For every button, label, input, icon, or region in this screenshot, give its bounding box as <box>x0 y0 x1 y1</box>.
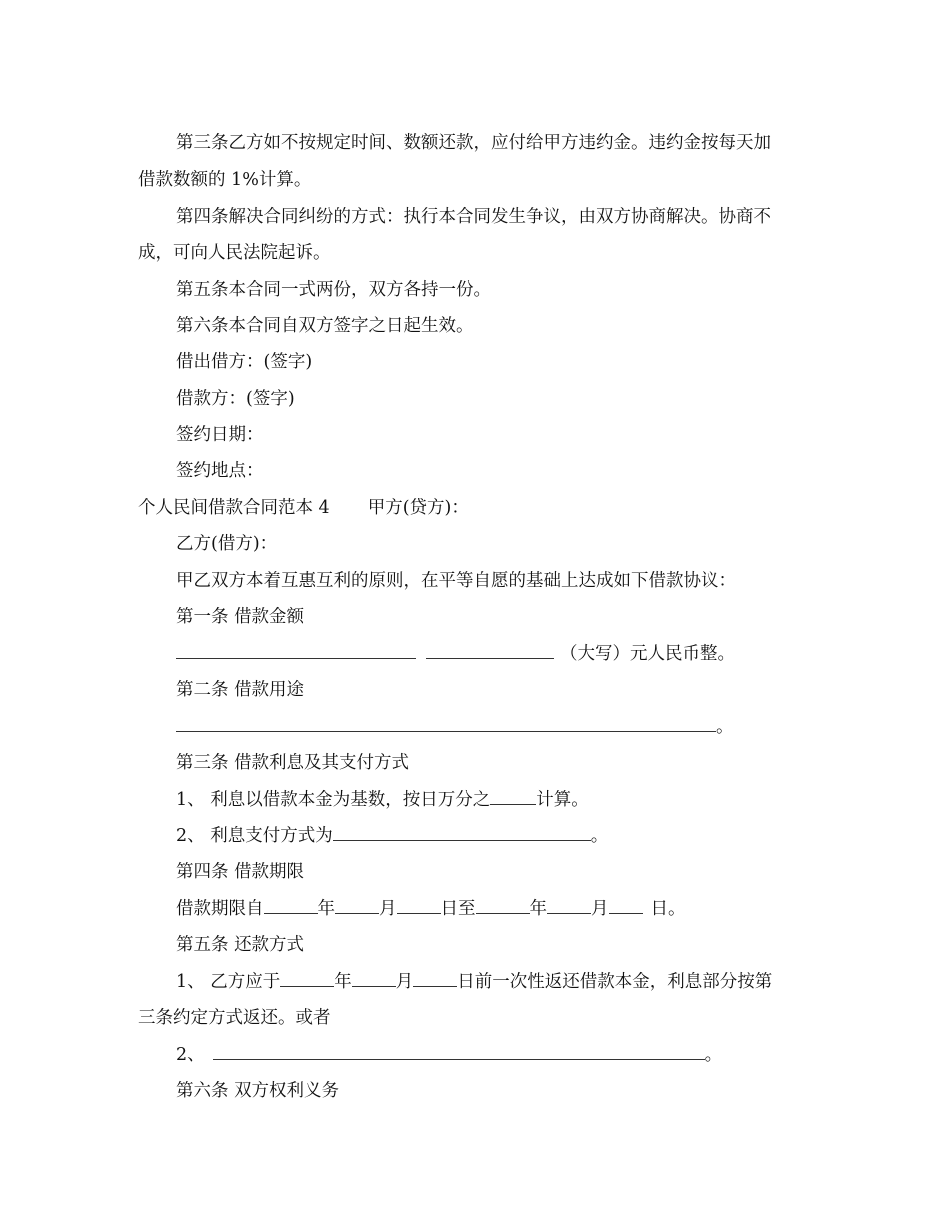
clause-4-period <box>176 897 686 921</box>
interest-rate-blank[interactable] <box>490 788 536 805</box>
clause-4-heading: 第四条 借款期限 <box>176 862 305 882</box>
article-4-line-2: 成，可向人民法院起诉。 <box>138 243 331 263</box>
article-4-line-1: 第四条解决合同纠纷的方式：执行本合同发生争议，由双方协商解决。协商不 <box>176 207 771 227</box>
start-day-blank[interactable] <box>397 897 441 914</box>
preamble: 甲乙双方本着互惠互利的原则，在平等自愿的基础上达成如下借款协议： <box>176 571 736 591</box>
signing-place: 签约地点： <box>176 461 264 481</box>
amount-blank[interactable] <box>176 642 416 659</box>
clause-2-purpose <box>176 715 734 739</box>
clause-6-heading: 第六条 双方权利义务 <box>176 1081 340 1101</box>
repay-month-blank[interactable] <box>352 970 396 987</box>
party-a: 甲方(贷方)： <box>367 498 469 518</box>
month-label: 月 <box>395 972 414 992</box>
payment-method-blank[interactable] <box>333 824 591 841</box>
purpose-blank[interactable] <box>176 715 716 732</box>
purpose-period: 。 <box>716 717 734 737</box>
alt-repay-period: 。 <box>704 1045 723 1065</box>
item-2-label: 2、 <box>176 1045 205 1065</box>
clause-3-item-2 <box>176 824 608 848</box>
repay-terms: 日前一次性返还借款本金，利息部分按第 <box>457 972 773 992</box>
clause-1-heading: 第一条 借款金额 <box>176 607 305 627</box>
year-label: 年 <box>317 899 335 919</box>
year-label: 年 <box>529 899 547 919</box>
article-6: 第六条本合同自双方签字之日起生效。 <box>176 316 474 336</box>
clause-3-item-1 <box>176 788 589 812</box>
payment-method-label: 2、 利息支付方式为 <box>176 826 333 846</box>
amount-words-blank[interactable] <box>426 642 554 659</box>
month-label: 月 <box>379 899 397 919</box>
sample-title: 个人民间借款合同范本 4 <box>138 498 330 518</box>
day-to-label: 日至 <box>440 899 476 919</box>
amount-suffix: （大写）元人民币整。 <box>560 644 735 664</box>
period-from-label: 借款期限自 <box>176 899 264 919</box>
repay-year-blank[interactable] <box>280 970 334 987</box>
repay-date-label: 1、 乙方应于 <box>176 972 281 992</box>
day-label: 日。 <box>650 899 686 919</box>
interest-rate-label: 1、 利息以借款本金为基数，按日万分之 <box>176 790 491 810</box>
end-year-blank[interactable] <box>476 897 530 914</box>
party-b: 乙方(借方)： <box>176 534 278 554</box>
clause-3-heading: 第三条 借款利息及其支付方式 <box>176 753 410 773</box>
sample-title-line <box>138 496 469 520</box>
repay-day-blank[interactable] <box>413 970 457 987</box>
start-month-blank[interactable] <box>335 897 379 914</box>
borrower-signature: 借款方：(签字) <box>176 389 295 409</box>
clause-5-item-1 <box>176 970 772 994</box>
clause-1-amount <box>176 642 735 666</box>
article-3-line-1: 第三条乙方如不按规定时间、数额还款，应付给甲方违约金。违约金按每天加 <box>176 133 771 153</box>
end-month-blank[interactable] <box>547 897 591 914</box>
alt-repay-blank[interactable] <box>213 1043 705 1060</box>
signing-date: 签约日期： <box>176 425 264 445</box>
end-day-blank[interactable] <box>609 897 643 914</box>
clause-5-item-2 <box>176 1043 722 1067</box>
clause-2-heading: 第二条 借款用途 <box>176 680 305 700</box>
payment-method-period: 。 <box>590 826 609 846</box>
month-label: 月 <box>591 899 609 919</box>
article-5: 第五条本合同一式两份，双方各持一份。 <box>176 280 491 300</box>
clause-5-heading: 第五条 还款方式 <box>176 935 305 955</box>
year-label: 年 <box>334 972 352 992</box>
article-3-line-2: 借款数额的 1%计算。 <box>138 170 312 190</box>
lender-signature: 借出借方：(签字) <box>176 352 313 372</box>
start-year-blank[interactable] <box>264 897 318 914</box>
clause-5-item-1-line-2: 三条约定方式返还。或者 <box>138 1008 331 1028</box>
interest-rate-suffix: 计算。 <box>536 790 589 810</box>
